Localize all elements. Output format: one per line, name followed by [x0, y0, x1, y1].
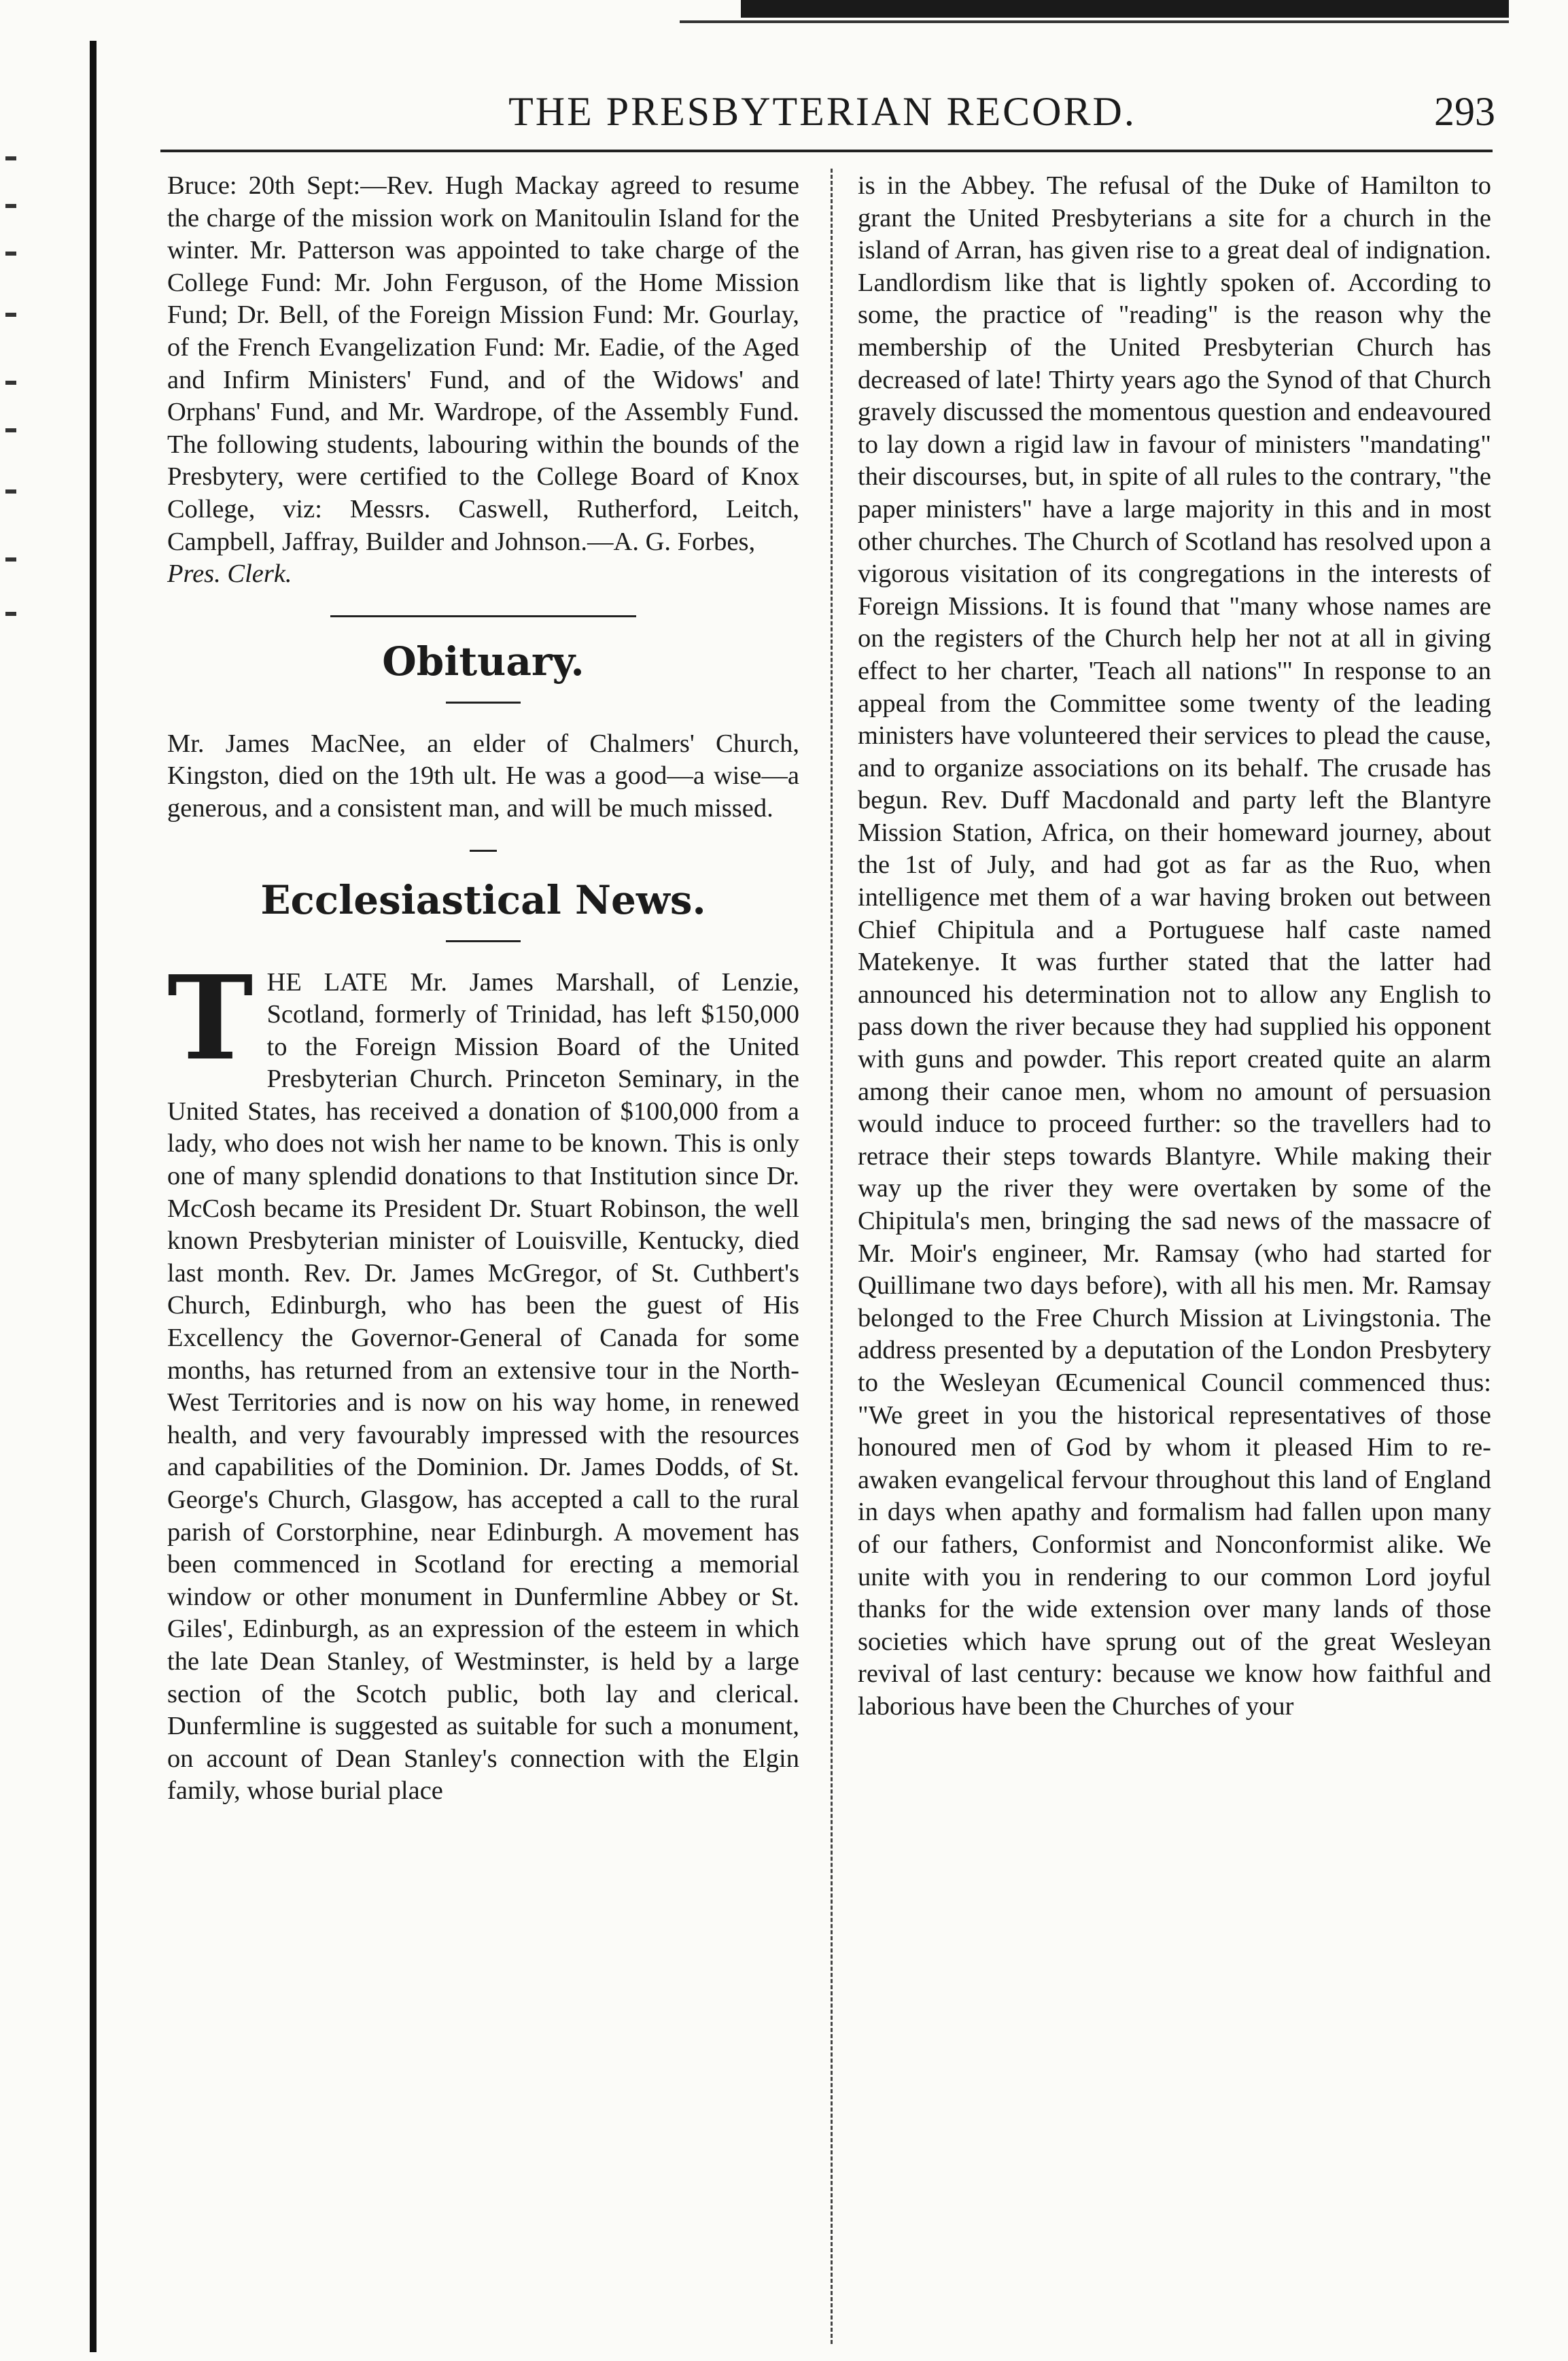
- header-rule: [160, 150, 1493, 152]
- obituary-text: Mr. James MacNee, an elder of Chalmers' Church, Kingston, died on the 19th ult. He was a good—a wise—a generous, and a consistent man, and will be much missed.: [167, 729, 799, 823]
- heading-underline: [446, 702, 521, 704]
- drop-cap: T: [167, 950, 254, 1086]
- short-divider: [470, 850, 497, 852]
- presbytery-report-paragraph: Bruce: 20th Sept:—Rev. Hugh Mackay agreed to resume the charge of the mission work on Manitoulin Island for the winter. Mr. Patterson was appointed to take charge of the College Fund: Mr. John Ferguson, of the Home Mission Fund; Dr. Bell, of the Foreign Mission Fund: Mr. Gourlay, of the French Evangelization Fund: Mr. Eadie, of the Aged and Infirm Ministers' Fund, and of the Widows' and Orphans' Fund, and Mr. Wardrope, of the Assembly Fund. The following students, labouring within the bounds of the Presbytery, were certified to the College Board of Knox College, viz: Messrs. Caswell, Rutherford, Leitch, Campbell, Jaffray, Builder and Johnson.—A. G. Forbes,: [167, 171, 799, 556]
- page-number: 293: [1434, 89, 1495, 134]
- news-text: HE LATE Mr. James Marshall, of Lenzie, Scotland, formerly of Trinidad, has left $150,000 to the Foreign Mission Board of the United Presbyterian Church. Princeton Seminary, in the United States, has received a donation of $100,000 from a lady, who does not wish her name to be known. This is only one of many splendid donations to that Institution since Dr. McCosh became its President Dr. Stuart Robinson, the well known Presbyterian minister of Louisville, Kentucky, died last month. Rev. Dr. James McGregor, of St. Cuthbert's Church, Edinburgh, who has been the guest of His Excellency the Governor-General of Canada for some months, has returned from an extensive tour in the North-West Territories and is now on his way home, in renewed health, and very favourably impressed with the resources and capabilities of the Dominion. Dr. James Dodds, of St. George's Church, Glasgow, has accepted a call to the rural parish of Corstorphine, near Edinburgh. A movement has been commenced in Scotland for erecting a memorial window or other monument in Dunfermline Abbey or St. Giles', Edinburgh, as an expression of the esteem in which the late Dean Stanley, of Westminster, is held by a large section of the Scotch public, both lay and clerical. Dunfermline is suggested as suitable for such a monument, on account of Dean Stanley's connection with the Elgin family, whose burial place: [167, 967, 799, 1806]
- margin-marks: [0, 136, 27, 680]
- binding-edge: [90, 41, 97, 2352]
- news-heading: Ecclesiastical News.: [260, 876, 706, 923]
- column-divider: [831, 169, 833, 2344]
- right-column: [858, 170, 1491, 1723]
- journal-title: THE PRESBYTERIAN RECORD.: [508, 89, 1136, 134]
- news-continued-text: is in the Abbey. The refusal of the Duke of Hamilton to grant the United Presbyterians a site for a church in the island of Arran, has given rise to a great deal of indignation. Landlordism like that is lightly spoken of. According to some, the practice of "reading" is the reason why the membership of the United Presbyterian Church has decreased of late! Thirty years ago the Synod of that Church gravely discussed the momentous question and endeavoured to lay down a rigid law in favour of ministers "mandating" their discourses, but, in spite of all rules to the contrary, "the paper ministers" have a large majority in this and in most other churches. The Church of Scotland has resolved upon a vigorous visitation of its congregations in the interests of Foreign Missions. It is found that "many whose names are on the registers of the Church help her not at all in giving effect to her charter, 'Teach all nations'" In response to an appeal from the Committee some twenty of the leading ministers have volunteered their services to plead the cause, and to organize associations on its behalf. The crusade has begun. Rev. Duff Macdonald and party left the Blantyre Mission Station, Africa, on their homeward journey, about the 1st of July, and had got as far as the Ruo, when intelligence met them of a war having broken out between Chief Chipitula and a Portuguese half caste named Matekenye. It was further stated that the latter had announced his determination not to allow any English to pass down the river because they had supplied his opponent with guns and powder. This report created quite an alarm among their canoe men, whom no amount of persuasion would induce to proceed further: so the travellers had to retrace their steps towards Blantyre. While making their way up the river they were overtaken by some of the Chipitula's men, bringing the sad news of the massacre of Mr. Moir's engineer, Mr. Ramsay (who had started for Quillimane two days before), with all his men. Mr. Ramsay belonged to the Free Church Mission at Livingstonia. The address presented by a deputation of the London Presbytery to the Wesleyan Œcumenical Council commenced thus: "We greet in you the historical representatives of those honoured men of God by whom it pleased Him to re-awaken evangelical fervour throughout this land of England in days when apathy and formalism had fallen upon many of our fathers, Conformist and Nonconformist alike. We unite with you in rendering to our common Lord joyful thanks for the wide extension over many lands of those societies which have sprung out of the great Wesleyan revival of last century: because we know how faithful and laborious have been the Churches of your: [858, 171, 1491, 1721]
- heading-underline: [446, 940, 521, 942]
- left-column: [167, 170, 799, 1808]
- presbytery-signoff: Pres. Clerk.: [167, 559, 292, 589]
- news-article: [167, 950, 799, 1808]
- obituary-heading: Obituary.: [382, 638, 585, 685]
- section-divider: [330, 615, 636, 617]
- top-edge-rule: [741, 0, 1509, 18]
- top-edge-thin-rule: [680, 20, 1509, 23]
- page-header: [150, 88, 1495, 143]
